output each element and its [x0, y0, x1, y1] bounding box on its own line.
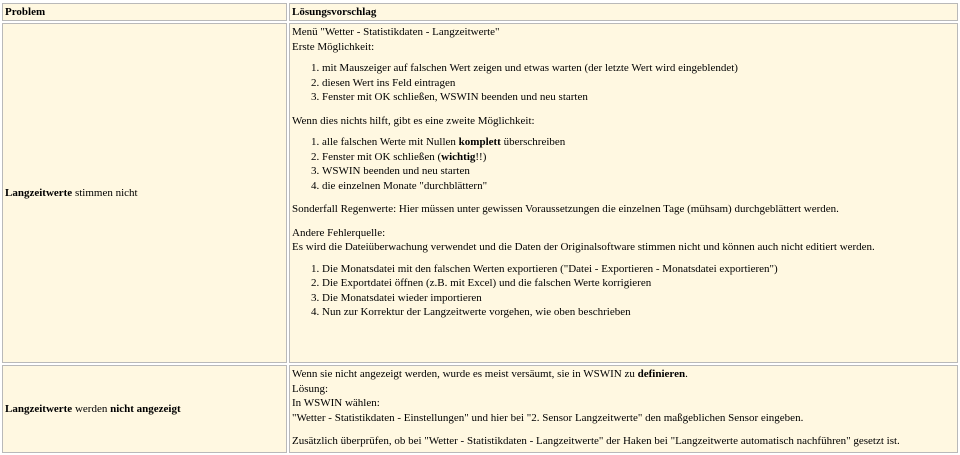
list-item: 3. Die Monatsdatei wieder importieren: [322, 291, 955, 306]
intro-line: [292, 367, 955, 382]
list-item: 3. Fenster mit OK schließen, WSWIN beenden und neu starten: [322, 90, 955, 105]
solution-cell: [289, 23, 958, 363]
problem-keyword: Langzeitwerte: [5, 186, 73, 199]
list-item: [322, 150, 955, 165]
problem-text: stimmen nicht: [72, 186, 138, 199]
header-problem: Problem: [2, 3, 287, 21]
list-item: 1. Die Monatsdatei mit den falschen Werten exportieren ("Datei - Exportieren - Monatsdatei exportieren"): [322, 262, 955, 277]
solution-cell: [289, 365, 958, 453]
header-row: [2, 3, 958, 21]
intro-emphasis: definieren: [637, 368, 686, 380]
steps-list-3: [292, 262, 955, 320]
list-item-text: Fenster mit OK schließen (: [322, 150, 442, 163]
intro-text: Wenn sie nicht angezeigt werden, wurde es meist versäumt, sie in WSWIN zu: [292, 368, 638, 380]
steps-list-2: [292, 135, 955, 193]
problem-cell: [2, 23, 287, 363]
header-solution: Lösungsvorschlag: [289, 3, 958, 21]
list-item-text: überschreiben: [500, 136, 566, 148]
table-row: [2, 365, 958, 453]
problem-keyword: nicht angezeigt: [110, 402, 181, 415]
problem-text: werden: [72, 402, 111, 415]
list-item: 4. Nun zur Korrektur der Langzeitwerte vorgehen, wie oben beschrieben: [322, 305, 955, 320]
settings-line: "Wetter - Statistikdaten - Einstellungen" und hier bei "2. Sensor Langzeitwerte" den maßgeblichen Sensor eingeben.: [292, 411, 804, 424]
list-item: 2. diesen Wert ins Feld eintragen: [322, 76, 955, 91]
additional-check: Zusätzlich überprüfen, ob bei "Wetter - Statistikdaten - Langzeitwerte" der Haken bei "Langzeitwerte automatisch nachführen" gesetzt ist.: [292, 435, 900, 447]
list-item-text: !!): [475, 150, 487, 163]
solution-label: Lösung:: [292, 382, 329, 395]
list-item: [322, 135, 955, 150]
menu-path: Menü "Wetter - Statistikdaten - Langzeitwerte": [292, 26, 500, 38]
list-item: 1. mit Mauszeiger auf falschen Wert zeigen und etwas warten (der letzte Wert wird eingeblendet): [322, 61, 955, 76]
faq-table: [0, 1, 960, 455]
first-option-heading: Erste Möglichkeit:: [292, 40, 375, 53]
list-item-emphasis: komplett: [458, 136, 501, 148]
list-item: 3. WSWIN beenden und neu starten: [322, 164, 955, 179]
steps-list-1: [292, 61, 955, 105]
list-item-emphasis: wichtig: [441, 150, 476, 163]
choose-line: In WSWIN wählen:: [292, 397, 380, 409]
intro-text: .: [685, 368, 688, 380]
special-case-note: Sonderfall Regenwerte: Hier müssen unter gewissen Voraussetzungen die einzelnen Tage (mühsam) durchgeblättert werden.: [292, 203, 839, 215]
list-item-text: alle falschen Werte mit Nullen: [322, 136, 459, 148]
second-option-heading: Wenn dies nichts hilft, gibt es eine zweite Möglichkeit:: [292, 114, 535, 127]
table-row: [2, 23, 958, 363]
list-item: 2. Die Exportdatei öffnen (z.B. mit Excel) und die falschen Werte korrigieren: [322, 276, 955, 291]
list-item: 4. die einzelnen Monate "durchblättern": [322, 179, 955, 194]
problem-cell: [2, 365, 287, 453]
problem-keyword: Langzeitwerte: [5, 402, 73, 415]
other-source-heading: Andere Fehlerquelle:: [292, 226, 386, 239]
other-source-text: Es wird die Dateiüberwachung verwendet und die Daten der Originalsoftware stimmen nicht und können auch nicht editiert werden.: [292, 241, 875, 253]
